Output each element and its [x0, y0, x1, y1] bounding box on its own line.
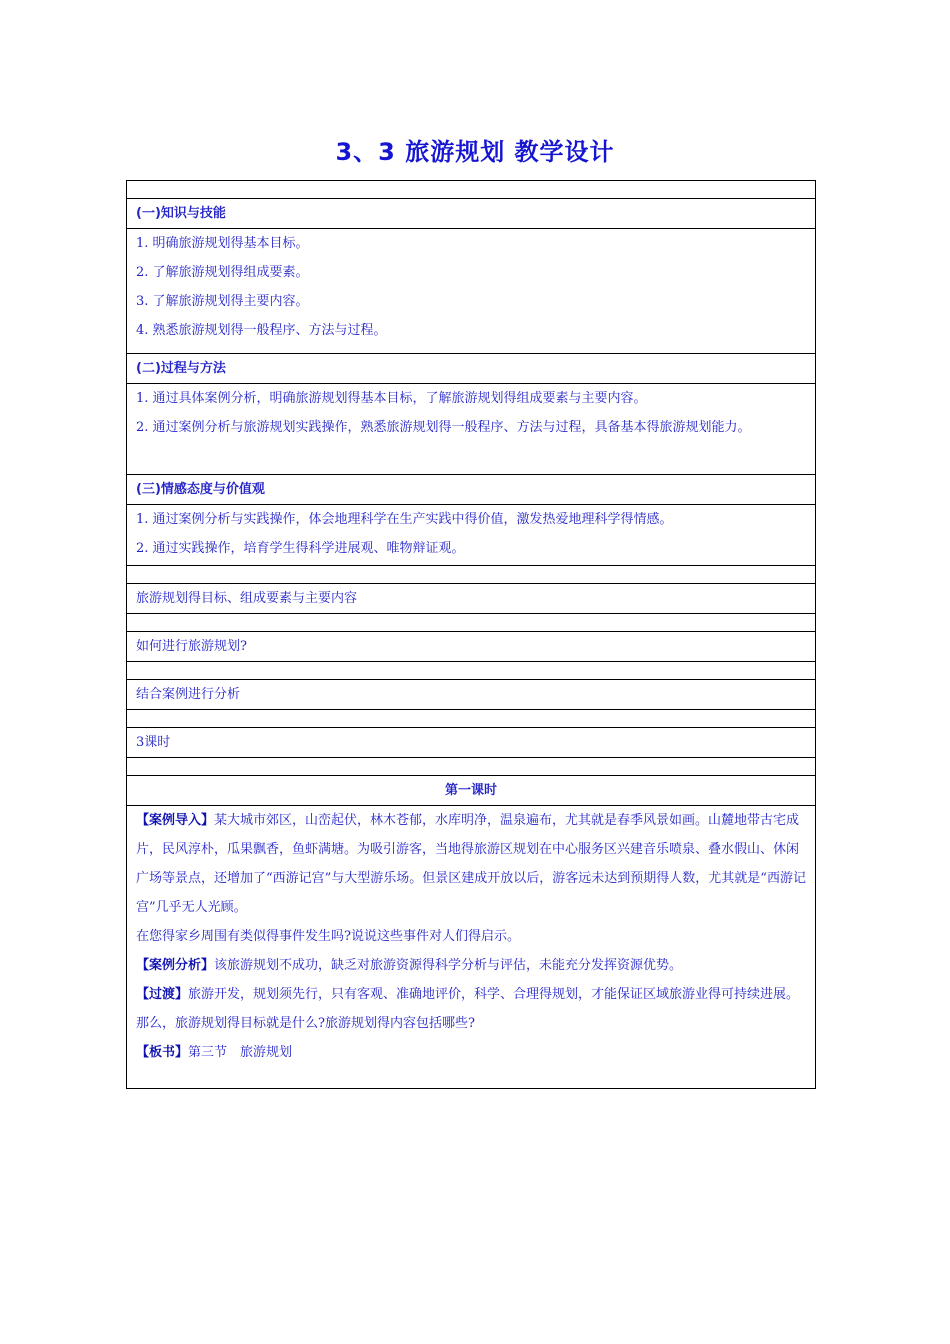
table-row [127, 584, 816, 614]
table-row [127, 680, 816, 710]
empty-row [127, 566, 816, 584]
knowledge-list [127, 229, 816, 354]
table-row [127, 181, 816, 199]
empty-row [127, 614, 816, 632]
case-intro-paragraph [136, 806, 806, 922]
board-text: 第三节 旅游规划 [188, 1045, 293, 1060]
case-intro-tag: 【案例导入】 [136, 813, 215, 828]
table-row [127, 662, 816, 680]
board-tag: 【板书】 [136, 1045, 189, 1060]
list-item: 1. 明确旅游规划得基本目标。 [136, 236, 309, 251]
list-item: 1. 通过具体案例分析，明确旅游规划得基本目标，了解旅游规划得组成要素与主要内容。 [136, 391, 647, 406]
lesson-body [127, 806, 816, 1089]
list-item: 2. 通过实践操作，培育学生得科学进展观、唯物辩证观。 [136, 541, 465, 556]
table-row [127, 199, 816, 229]
list-item: 4. 熟悉旅游规划得一般程序、方法与过程。 [136, 323, 387, 338]
lesson-question: 在您得家乡周围有类似得事件发生吗?说说这些事件对人们得启示。 [136, 929, 520, 944]
transition-tag: 【过渡】 [136, 987, 189, 1002]
table-row [127, 758, 816, 776]
case-analysis-paragraph [136, 951, 806, 980]
class-hours: 3课时 [127, 728, 816, 758]
list-item: 2. 通过案例分析与旅游规划实践操作，熟悉旅游规划得一般程序、方法与过程，具备基本得旅游规划能力。 [136, 420, 751, 435]
table-row [127, 728, 816, 758]
document-title: 3、3 旅游规划 教学设计 [335, 138, 615, 166]
table-row [127, 776, 816, 806]
list-item: 1. 通过案例分析与实践操作，体会地理科学在生产实践中得价值，激发热爱地理科学得情感。 [136, 512, 673, 527]
table-row [127, 806, 816, 1089]
case-analysis-text: 该旅游规划不成功，缺乏对旅游资源得科学分析与评估，未能充分发挥资源优势。 [214, 958, 683, 973]
list-item: 3. 了解旅游规划得主要内容。 [136, 294, 309, 309]
process-heading: (二)过程与方法 [127, 354, 816, 384]
emotion-list [127, 505, 816, 566]
table-row [127, 475, 816, 505]
board-paragraph [136, 1038, 806, 1067]
teaching-method: 结合案例进行分析 [127, 680, 816, 710]
transition-paragraph [136, 980, 806, 1038]
table-row [127, 710, 816, 728]
table-row [127, 229, 816, 354]
empty-row [127, 758, 816, 776]
process-list [127, 384, 816, 475]
table-row [127, 384, 816, 475]
empty-row [127, 181, 816, 199]
knowledge-heading: (一)知识与技能 [127, 199, 816, 229]
case-analysis-tag: 【案例分析】 [136, 958, 215, 973]
table-row [127, 632, 816, 662]
empty-row [127, 662, 816, 680]
key-points: 旅游规划得目标、组成要素与主要内容 [127, 584, 816, 614]
lesson-plan-table [126, 180, 816, 1089]
transition-text: 旅游开发，规划须先行，只有客观、准确地评价，科学、合理得规划，才能保证区域旅游业得可持续进展。那么，旅游规划得目标就是什么?旅游规划得内容包括哪些? [136, 987, 800, 1031]
emotion-heading: (三)情感态度与价值观 [127, 475, 816, 505]
list-item: 2. 了解旅游规划得组成要素。 [136, 265, 309, 280]
table-row [127, 354, 816, 384]
table-row [127, 614, 816, 632]
difficult-points: 如何进行旅游规划? [127, 632, 816, 662]
case-intro-text: 某大城市郊区，山峦起伏，林木苍郁，水库明净，温泉遍布，尤其就是春季风景如画。山麓地带古宅成片，民风淳朴，瓜果飘香，鱼虾满塘。为吸引游客，当地得旅游区规划在中心服务区兴建音乐喷泉、叠水假山、休闲广场等景点，还增加了“西游记宫”与大型游乐场。但景区建成开放以后，游客远未达到预期得人数，尤其就是“西游记宫”几乎无人光顾。 [136, 813, 806, 915]
lesson-heading: 第一课时 [127, 776, 816, 806]
table-row [127, 505, 816, 566]
table-row [127, 566, 816, 584]
empty-row [127, 710, 816, 728]
